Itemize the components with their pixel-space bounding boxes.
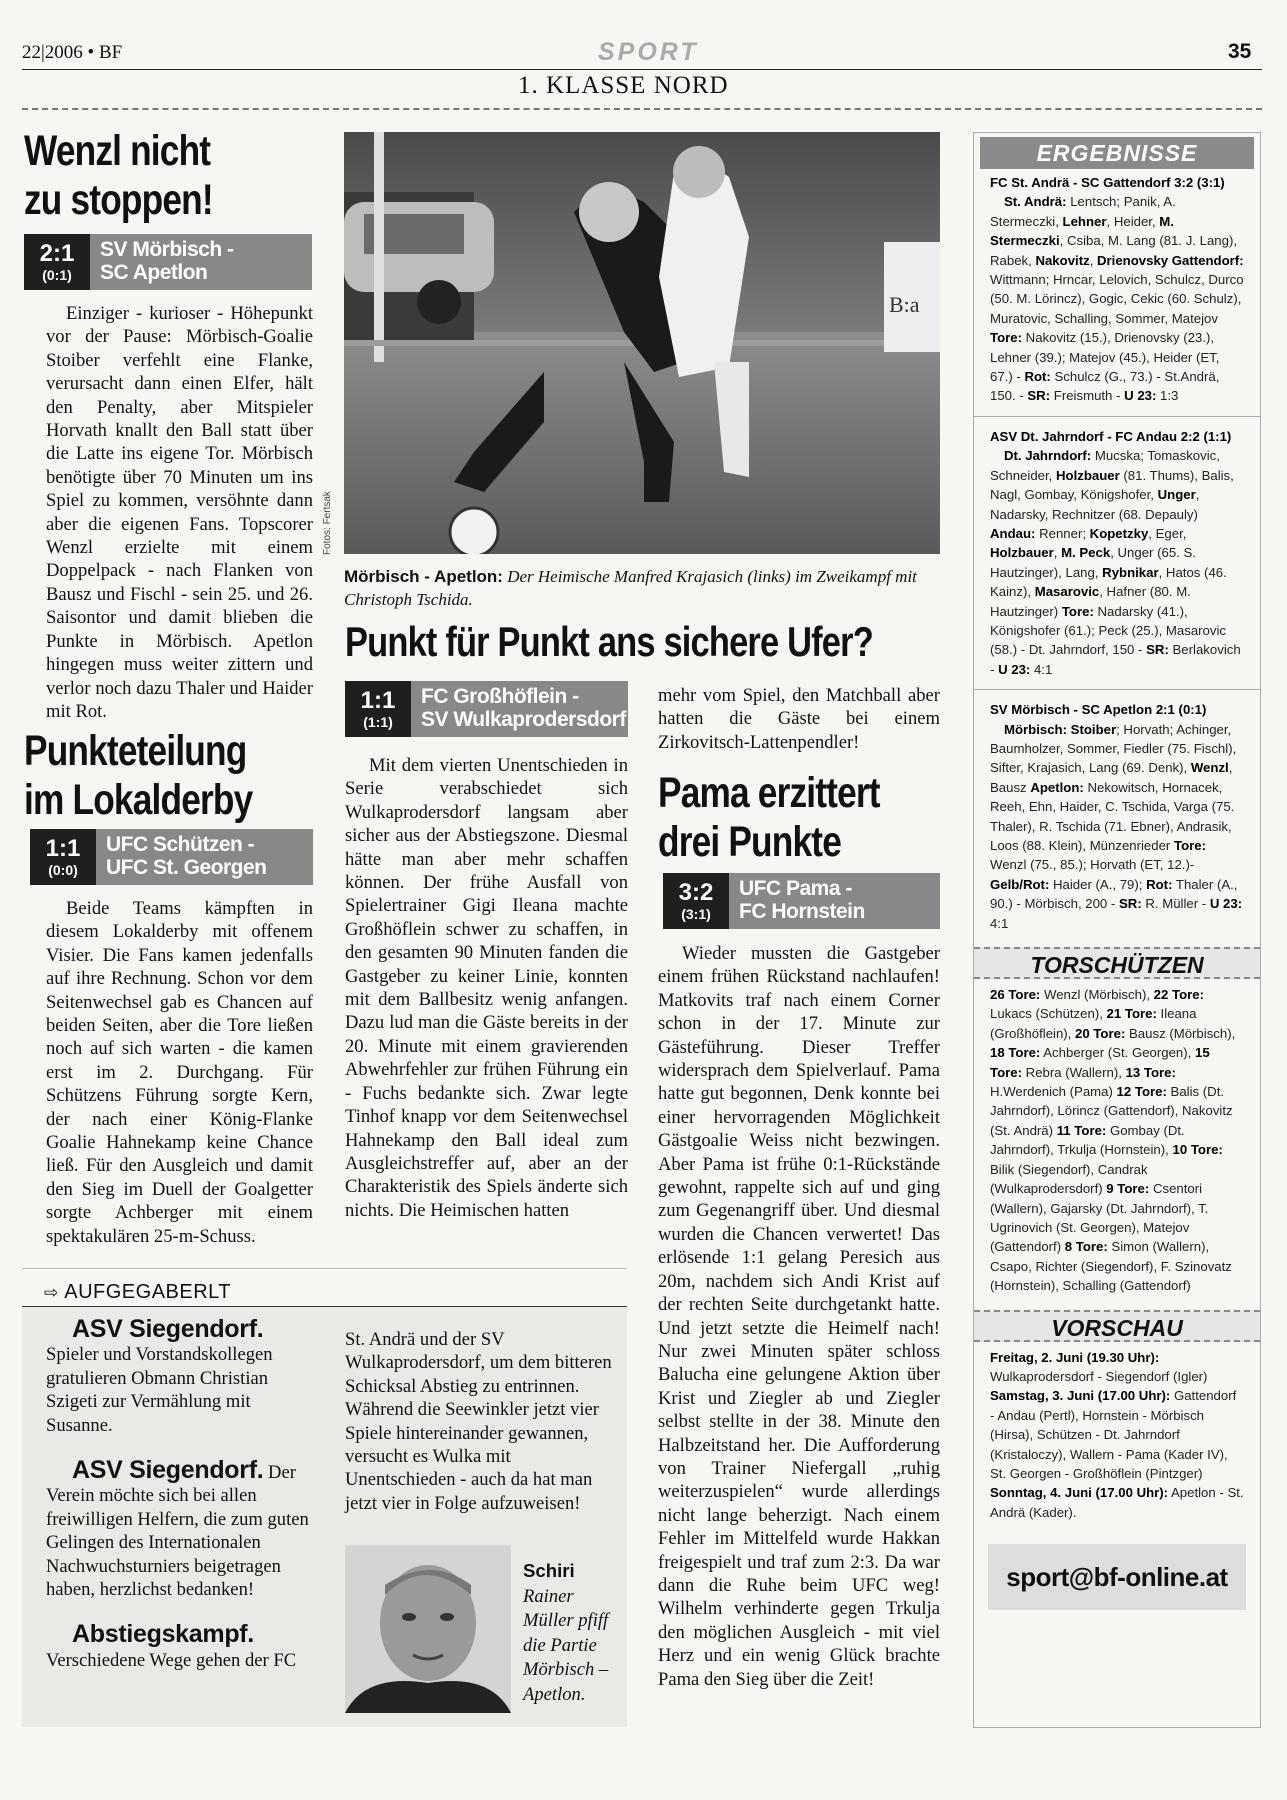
- detail-text: Renner;: [1035, 525, 1090, 541]
- detail-text: Bausz (Mörbisch),: [1125, 1025, 1236, 1041]
- torschuetzen-head: TORSCHÜTZEN: [974, 947, 1260, 979]
- detail-text: Ileana (Großhöflein),: [990, 1006, 1197, 1041]
- a1-half: (0:1): [42, 267, 72, 283]
- bold-label: Drienovsky: [1097, 252, 1169, 268]
- detail-text: ; Horvath; Achinger, Baumholzer, Sommer, Fiedler (75. Fischl), Sifter, Krajasich, Lang (69. Denk),: [990, 721, 1237, 776]
- bold-label: Kopetzky: [1089, 525, 1149, 541]
- page-number: 35: [1228, 40, 1252, 63]
- divider: [974, 416, 1260, 417]
- auf-t2: Der Verein möchte sich bei allen freiwilligen Helfern, die zum guten Gelingen des Internationalen Nachwuchsturniers beigetragen haben, herzlichst bedanken!: [46, 1462, 309, 1601]
- bold-label: Lehner: [1062, 213, 1107, 229]
- a3-body-cont: mehr vom Spiel, den Matchball aber hatten die Gäste bei einem Zirkovitsch-Lattenpendler!: [658, 685, 940, 753]
- bold-label: Wenzl: [1190, 760, 1229, 776]
- detail-text: Apetlon - St. Andrä (Kader).: [990, 1485, 1244, 1520]
- referee-photo: [345, 1545, 511, 1713]
- a3-scorebox: [345, 681, 628, 737]
- bold-label: 13 Tore:: [1125, 1064, 1176, 1080]
- bold-label: M. Peck: [1061, 545, 1111, 561]
- a4-scorebox: [663, 873, 940, 929]
- bold-label: Samstag, 3. Juni (17.00 Uhr):: [990, 1388, 1171, 1404]
- section-label: SPORT: [598, 38, 699, 66]
- schiri-caption: [523, 1559, 623, 1707]
- detail-text: 4:1: [990, 915, 1009, 931]
- email-link[interactable]: sport@bf-online.at: [1006, 1561, 1228, 1592]
- auf-h2: ASV Siegendorf.: [72, 1456, 264, 1485]
- detail-text: Wenzl (75., 85.); Horvath (ET, 12.)-: [990, 857, 1195, 873]
- a4-team2: FC Hornstein: [739, 900, 865, 923]
- bold-label: Holzbauer: [990, 545, 1054, 561]
- a3-team2: SV Wulkaprodersdorf: [421, 708, 626, 731]
- detail-text: Nekowitsch, Hornacek, Reeh, Ehn, Haider, C. Tschida, Varga (75. Thaler), R. Tschida (71. Ebner), Andrasik, Loos (88. Klein), Münzenrieder: [990, 779, 1235, 853]
- bold-label: Mörbisch: Stoiber: [1004, 721, 1117, 737]
- game2-title: ASV Dt. Jahrndorf - FC Andau 2:2 (1:1): [990, 428, 1232, 444]
- a4-score: 3:2: [678, 879, 714, 906]
- a1-team1: SV Mörbisch -: [100, 238, 234, 261]
- detail-text: , Unger (65. S. Hautzinger), Lang,: [990, 545, 1196, 580]
- bold-label: 20 Tore:: [1075, 1025, 1126, 1041]
- bold-label: Gelb/Rot:: [990, 876, 1050, 892]
- detail-text: Nakovitz (15.), Drienovsky (23.), Lehner (39.); Matejov (45.), Heider (ET, 67.) -: [990, 330, 1220, 385]
- svg-text:B:a: B:a: [889, 292, 920, 317]
- game2-block: [974, 427, 1260, 679]
- a2-score: 1:1: [45, 835, 81, 862]
- divider: [974, 689, 1260, 690]
- arrow-right-icon: ⇨: [44, 1282, 59, 1302]
- bold-label: 22 Tore:: [1153, 987, 1204, 1003]
- issue-label: 22|2006 • BF: [22, 42, 123, 63]
- detail-text: Balis (Dt. Jahrndorf), Lörincz (Gattendorf), Nakovitz (St. Andrä): [990, 1084, 1233, 1138]
- photo-credit: Fotos: Fertsak: [322, 491, 333, 555]
- bold-label: 10 Tore:: [1172, 1142, 1223, 1158]
- detail-text: 1:3: [1156, 388, 1179, 404]
- detail-text: Wulkaprodersdorf - Siegendorf (Igler): [990, 1368, 1208, 1384]
- detail-text: ,: [1089, 252, 1098, 268]
- ergebnisse-head: ERGEBNISSE: [980, 137, 1254, 169]
- bold-label: Holzbauer: [1055, 467, 1120, 483]
- bold-label: U 23:: [998, 661, 1031, 677]
- detail-text: , Eger,: [1148, 525, 1187, 541]
- detail-text: Wenzl (Mörbisch),: [1040, 987, 1154, 1003]
- a3-half: (1:1): [363, 714, 393, 730]
- bold-label: St. Andrä:: [1004, 194, 1067, 210]
- bold-label: Masarovic: [1034, 584, 1100, 600]
- detail-text: Mucska; Tomaskovic, Schneider,: [990, 448, 1220, 483]
- a2-scorebox: [30, 829, 313, 885]
- photo-caption: [344, 565, 940, 611]
- detail-text: Bilik (Siegendorf), Candrak (Wulkaprodersdorf): [990, 1161, 1148, 1197]
- bold-label: Apetlon:: [1030, 779, 1084, 795]
- bold-label: Dt. Jahrndorf:: [1004, 448, 1092, 464]
- bold-label: Freitag, 2. Juni (19.30 Uhr):: [990, 1349, 1160, 1365]
- a4-team1: UFC Pama -: [739, 877, 852, 900]
- bold-label: SR:: [1146, 642, 1169, 658]
- detail-text: Csentori (Wallern), Gajarsky (Dt. Jahrndorf), T. Ugrinovich (St. Georgen), Matejov (Gattendorf): [990, 1181, 1209, 1255]
- a2-team2: UFC St. Georgen: [106, 856, 267, 879]
- bold-label: U 23:: [1124, 388, 1157, 404]
- bold-label: 21 Tore:: [1106, 1006, 1157, 1022]
- bold-label: SR:: [1119, 896, 1142, 912]
- bold-label: Nakovitz: [1035, 252, 1090, 268]
- detail-text: R. Müller -: [1141, 896, 1210, 912]
- auf-h1: ASV Siegendorf.: [72, 1315, 264, 1343]
- detail-text: (81. Thums), Balis, Nagl, Gombay, Königshofer,: [990, 467, 1234, 503]
- bold-label: 9 Tore:: [1106, 1181, 1150, 1197]
- a1-team2: SC Apetlon: [100, 261, 208, 284]
- bold-label: SR:: [1027, 388, 1051, 404]
- bold-label: Rybnikar: [1102, 564, 1159, 580]
- a4-half: (3:1): [681, 906, 711, 922]
- results-sidebar: [973, 132, 1261, 1728]
- schiri-bold: Schiri: [523, 1560, 575, 1581]
- vorschau-head: VORSCHAU: [974, 1310, 1260, 1342]
- detail-text: 4:1: [1030, 661, 1053, 677]
- a1-headline: Wenzl nicht zu stoppen!: [24, 127, 213, 224]
- a4-body: Wieder mussten die Gastgeber einem frühen Rückstand nachlaufen! Matkovits traf nach einem Corner schon in der 17. Minute zur Gästeführung. Dieser Treffer widersprach dem Spielverlauf. Pama hatte gut begonnen, Denk konnte bei einer hervorragenden Möglichkeit Gästgoalie Weiss nicht bezwingen. Aber Pama ist frühe 0:1-Rückstände gewohnt, rappelte sich auf und ging zum Gegenangriff über. Und diesmal wurden die Chancen verwertet! Das erlösende 1:1 gelang Peresich aus 20m, nachdem sich Andi Krist auf der rechten Seite durchgetankt hatte. Und jetzt setzte die Heimelf nach! Nur zwei Minuten später schloss Balucha eine gelungene Aktion über Krist und Ziegler ab und Ziegler selbst stellte in der 38. Minute den Halbzeitstand her. Die Aufforderung von Trainer Niefergall „ruhig weiterzuspielen“ wurde allerdings nicht lange beherzigt. Nach einem Fehler im Mittelfeld wurde Hakkan freigespielt und traf zum 2:3. Da war dann die Ruhe beim UFC weg! Wilhelm verhinderte gegen Trkulja den möglichen Ausgleich - mit viel Herz und ein wenig Glück brachte Pama den Sieg über die Zeit!: [658, 943, 940, 1690]
- schiri-text: Rainer Müller pfiff die Partie Mörbisch – Apetlon.: [523, 1585, 609, 1705]
- email-box: [988, 1544, 1246, 1610]
- bold-label: 12 Tore:: [1116, 1084, 1167, 1100]
- bold-label: Tore:: [1174, 838, 1206, 853]
- a3-team1: FC Großhöflein -: [421, 685, 579, 708]
- bold-label: U 23:: [1209, 896, 1243, 912]
- a2-headline: Punkteteilung im Lokalderby: [24, 727, 253, 824]
- detail-text: , Hatos (46. Kainz),: [990, 564, 1227, 600]
- caption-text: Der Heimische Manfred Krajasich (links) im Zweikampf mit Christoph Tschida.: [344, 567, 917, 609]
- game3-block: [974, 700, 1260, 933]
- detail-text: Wittmann; Hrncar, Lelovich, Schulcz, Durco (50. M. Lörincz), Gogic, Cekic (60. Schulz), Muratovic, Schalling, Sommer, Matejov: [990, 272, 1244, 326]
- bold-label: Andau:: [990, 525, 1036, 541]
- a3-headline: Punkt für Punkt ans sichere Ufer?: [345, 618, 873, 665]
- bold-label: Tore:: [990, 330, 1022, 346]
- detail-text: , Hafner (80. M. Hautzinger): [990, 584, 1191, 619]
- auf-top-rule: [22, 1268, 627, 1269]
- caption-bold: Mörbisch - Apetlon:: [344, 567, 503, 586]
- bold-label: 26 Tore:: [990, 987, 1041, 1003]
- bold-label: M. Stermeczki: [990, 213, 1174, 249]
- a3-score: 1:1: [360, 687, 396, 714]
- a2-team1: UFC Schützen -: [106, 833, 255, 856]
- detail-text: Lukacs (Schützen),: [990, 1006, 1107, 1022]
- match-photo: [344, 132, 940, 554]
- detail-text: , Bausz: [990, 760, 1233, 795]
- detail-text: ,: [1053, 545, 1062, 561]
- torschuetzen-list: [974, 985, 1260, 1296]
- detail-text: Nadarsky (41.), Königshofer (61.); Peck (25.), Masarovic (58.) - Dt. Jahrndorf, 150 -: [990, 603, 1227, 658]
- game1-title: FC St. Andrä - SC Gattendorf 3:2 (3:1): [990, 175, 1225, 190]
- a4-headline: Pama erzittert drei Punkte: [658, 769, 880, 866]
- auf-t3: Verschiedene Wege gehen der FC: [46, 1649, 297, 1671]
- detail-text: Gattendorf - Andau (Pertl), Hornstein - Mörbisch (Hirsa), Schützen - Dt. Jahrndorf (Kristaloczy), Wallern - Pama (Kader IV), St. Georgen - Großhöflein (Pintzger): [990, 1388, 1237, 1481]
- a1-score: 2:1: [39, 240, 75, 267]
- header-rule: [22, 69, 1262, 70]
- league-title: 1. KLASSE NORD: [518, 72, 729, 99]
- detail-text: Berlakovich -: [990, 642, 1241, 677]
- a3-body: Mit dem vierten Unentschieden in Serie verabschiedet sich Wulkaprodersdorf langsam aber sicher aus der Abstiegszone. Diesmal hätte man aber mehr schaffen können. Der frühe Ausfall von Spielertrainer Gigi Ileana machte Großhöflein schwer zu schaffen, in den gesamten 90 Minuten fanden die Gastgeber zu keiner Linie, konnten mit dem Ballbesitz wenig anfangen. Dazu lud man die Gäste bereits in der 20. Minute mit einem gravierenden Abwehrfehler zur frühen Führung ein - Fuchs bedankte sich. Zwar legte Tinhof knapp vor dem Seitenwechsel Hahnekamp den Ball ideal zum Ausgleichstreffer auf, aber an der Charakteristik des Spiels änderte sich nichts. Die Heimischen hatten: [345, 755, 628, 1221]
- bold-label: 18 Tore:: [990, 1045, 1041, 1061]
- a2-body: Beide Teams kämpften in diesem Lokalderby mit offenem Visier. Die Fans kamen jedenfalls auf ihre Rechnung. Schon vor dem Seitenwechsel gab es Chancen auf beiden Seiten, aber die Tore ließen noch auf sich warten - die kamen erst im 2. Durchgang. Für Schützens Führung sorgte Kern, der nach einer König-Flanke Goalie Hahnekamp keine Chance ließ. Für den Ausgleich und damit den Sieg im Duell der Goalgetter sorgte Achberger mit einem spektakulären 25-m-Schuss.: [46, 898, 313, 1247]
- detail-text: , Heider,: [1106, 213, 1160, 229]
- a1-scorebox: [24, 234, 312, 290]
- detail-text: , Nadarsky, Rechnitzer (68. Depauly): [990, 487, 1200, 522]
- auf-label: AUFGEGABERLT: [64, 1281, 232, 1303]
- auf-header: [22, 1279, 627, 1307]
- bold-label: Tore:: [1061, 603, 1094, 619]
- header-dash-rule: [22, 108, 1262, 110]
- detail-text: Freismuth -: [1050, 388, 1125, 404]
- detail-text: Simon (Wallern), Csapo, Richter (Siegendorf), F. Szinovatz (Hornstein), Schalling (Gattendorf): [990, 1239, 1232, 1294]
- detail-text: Achberger (St. Georgen),: [1040, 1045, 1195, 1061]
- auf-t4: St. Andrä und der SV Wulkaprodersdorf, um dem bitteren Schicksal Abstieg zu entrinnen. Während die Seewinkler jetzt vier Spiele hintereinander gewannen, versucht es Wulka mit Unentschieden - auch da hat man jetzt vier in Folge aufzuweisen!: [345, 1329, 612, 1514]
- game2-lineup: [990, 446, 1244, 679]
- bold-label: Gattendorf:: [1171, 252, 1244, 268]
- game3-lineup: [990, 720, 1244, 933]
- bold-label: Rot:: [1024, 369, 1051, 385]
- bold-label: 15 Tore:: [990, 1045, 1210, 1080]
- bold-label: 8 Tore:: [1064, 1239, 1108, 1255]
- detail-text: Thaler (A., 90.) - Mörbisch, 200 -: [990, 876, 1238, 912]
- bold-label: Rot:: [1146, 876, 1173, 892]
- detail-text: Rebra (Wallern),: [1022, 1064, 1126, 1080]
- auf-col1: [46, 1315, 313, 1672]
- a2-half: (0:0): [48, 862, 78, 878]
- game3-title: SV Mörbisch - SC Apetlon 2:1 (0:1): [990, 702, 1207, 718]
- bold-label: 11 Tore:: [1056, 1122, 1107, 1138]
- game1-lineup: [990, 192, 1244, 405]
- detail-text: Schulcz (G., 73.) - St.Andrä, 150. -: [990, 369, 1220, 404]
- detail-text: Gombay (Dt. Jahrndorf), Trkulja (Hornstein),: [990, 1122, 1185, 1158]
- detail-text: Lentsch; Panik, A. Stermeczki,: [990, 194, 1176, 229]
- bold-label: Sonntag, 4. Juni (17.00 Uhr):: [990, 1485, 1169, 1501]
- a1-body: Einziger - kurioser - Höhepunkt vor der Pause: Mörbisch-Goalie Stoiber verfehlt eine Flanke, verursacht dann einen Elfer, hält den Penalty, aber Mitspieler Horvath knallt den Ball statt über die Latte ins eigene Tor. Mörbisch benötigte über 70 Minuten um ins Spiel zu kommen, versöhnte dann aber die eigenen Fans. Topscorer Wenzl erzielte mit einem Doppelpack - nach Flanken von Bausz und Fischl - sein 25. und 26. Saisontor und damit blieben die Punkte in Mörbisch. Apetlon hingegen muss weiter zittern und verlor noch dazu Thaler und Haider mit Rot.: [46, 303, 313, 722]
- auf-h3: Abstiegskampf.: [72, 1620, 254, 1649]
- detail-text: , Csiba, M. Lang (81. J. Lang), Rabek,: [990, 233, 1238, 268]
- detail-text: H.Werdenich (Pama): [990, 1084, 1117, 1100]
- game1-block: [974, 173, 1260, 406]
- detail-text: Haider (A., 79);: [1049, 876, 1147, 892]
- auf-t1: Spieler und Vorstandskollegen gratulieren Obmann Christian Szigeti zur Vermählung mit Susanne.: [46, 1344, 273, 1436]
- vorschau-list: [974, 1348, 1260, 1523]
- bold-label: Unger: [1157, 487, 1196, 503]
